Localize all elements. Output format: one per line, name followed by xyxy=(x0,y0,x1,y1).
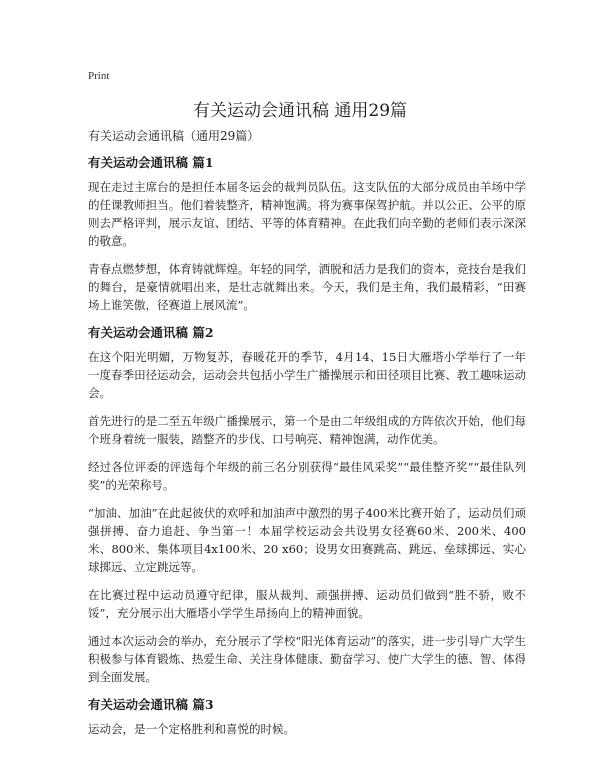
document-body xyxy=(88,128,526,748)
paragraph: 现在走过主席台的是担任本届冬运会的裁判员队伍。这支队伍的大部分成员由羊场中学的任课教师担当。他们着装整齐，精神饱满。将为赛事保驾护航。并以公正、公平的原则去严格评判，展示友谊、团结、平等的体育精神。在此我们向辛勤的老师们表示深深的敬意。 xyxy=(88,180,526,248)
print-label[interactable]: Print xyxy=(88,70,110,82)
paragraph: 在比赛过程中运动员遵守纪律，服从裁判、顽强拼搏、运动员们做到“胜不骄，败不馁”，充分展示出大雁塔小学学生昂扬向上的精神面貌。 xyxy=(88,588,526,620)
document-subtitle: 有关运动会通讯稿（通用29篇） xyxy=(88,129,260,143)
section-heading-3: 有关运动会通讯稿 篇3 xyxy=(88,697,214,712)
paragraph: 运动会，是一个定格胜利和喜悦的时候。 xyxy=(88,722,295,736)
paragraph: 青春点燃梦想，体育铸就辉煌。年轻的同学，洒脱和活力是我们的资本，竞技台是我们的舞台，是豪情就唱出来，是壮志就舞出来。今天，我们是主角，我们最精彩，“田赛场上谁笑傲，径赛道上展风流”。 xyxy=(88,262,526,312)
paragraph: 经过各位评委的评选每个年级的前三名分别获得“最佳风采奖”“最佳整齐奖”“最佳队列奖”的光荣称号。 xyxy=(88,460,526,492)
document-title: 有关运动会通讯稿 通用29篇 xyxy=(192,101,408,121)
section-heading-1: 有关运动会通讯稿 篇1 xyxy=(88,155,214,170)
paragraph: 首先进行的是二至五年级广播操展示，第一个是由二年级组成的方阵依次开始，他们每个班身着统一服装，踏整齐的步伐、口号响亮、精神饱满，动作优美。 xyxy=(88,414,526,446)
paragraph: 在这个阳光明媚，万物复苏，春暖花开的季节，4月14、15日大雁塔小学举行了一年一度春季田径运动会，运动会共包括小学生广播操展示和田径项目比赛、教工趣味运动会。 xyxy=(88,350,526,400)
paragraph: 通过本次运动会的举办，充分展示了学校“阳光体育运动”的落实，进一步引导广大学生积极参与体育锻炼、热爱生命、关注身体健康、勤奋学习、使广大学生的德、智、体得到全面发展。 xyxy=(88,634,526,684)
paragraph: “加油、加油”在此起彼伏的欢呼和加油声中激烈的男子400米比赛开始了，运动员们顽强拼搏、奋力追赶、争当第一！本届学校运动会共设男女径赛60米、200米、400米、800米、集体项目4x100米、20 x60；设男女田赛跳高、跳远、垒球掷远、实心球掷远、立定跳远等。 xyxy=(88,506,526,574)
section-heading-2: 有关运动会通讯稿 篇2 xyxy=(88,325,214,340)
